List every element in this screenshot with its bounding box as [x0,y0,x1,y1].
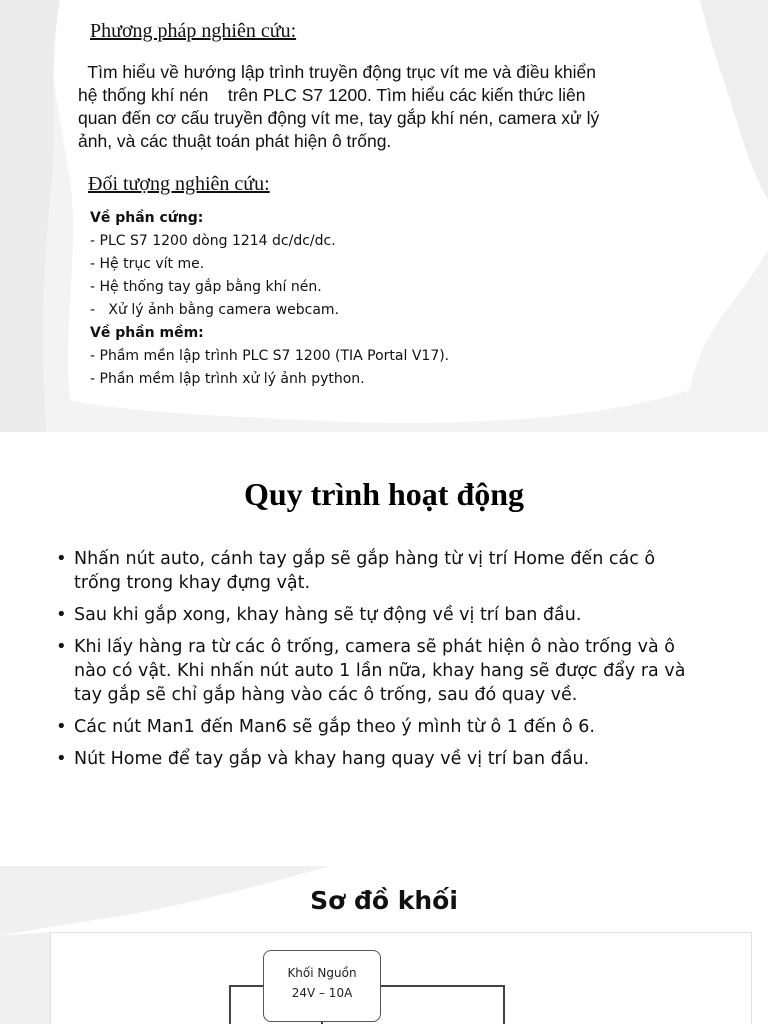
hardware-item: - PLC S7 1200 dòng 1214 dc/dc/dc. [90,233,336,249]
hardware-item: - Xử lý ảnh bằng camera webcam. [90,302,340,318]
process-item [56,635,716,707]
bullet-icon: • [56,748,67,769]
hardware-item: - Hệ trục vít me. [90,256,205,272]
method-paragraph [78,61,678,153]
diagram-area [50,932,752,1024]
method-heading: Phương pháp nghiên cứu: [90,20,297,42]
power-block-spec: 24V – 10A [291,986,353,1000]
slide-research [0,0,768,432]
process-line: Nhấn nút auto, cánh tay gắp sẽ gắp hàng từ vị trí Home đến các ô [74,549,656,569]
method-line: ảnh, và các thuật toán phát hiện ô trống. [78,131,392,151]
method-line: Tìm hiểu về hướng lập trình truyền động trục vít me và điều khiển [78,62,597,82]
software-title: Về phần mềm: [90,325,204,341]
wire [503,985,505,1024]
process-line: Khi lấy hàng ra từ các ô trống, camera sẽ phát hiện ô nào trống và ô [74,637,675,657]
process-item [56,603,716,627]
slide-block-diagram [0,866,768,1024]
process-title: Quy trình hoạt động [243,476,525,512]
method-line: hệ thống khí nén trên PLC S7 1200. Tìm hiểu các kiến thức liên [78,85,586,105]
block-diagram-title: Sơ đồ khối [310,886,458,915]
software-item: - Phần mềm lập trình xử lý ảnh python. [90,371,365,387]
process-list [56,547,716,779]
object-heading: Đối tượng nghiên cứu: [88,173,270,195]
method-line: quan đến cơ cấu truyền động vít me, tay gắp khí nén, camera xử lý [78,108,600,128]
hardware-title: Về phần cứng: [90,210,204,226]
slide-process [0,432,768,866]
bullet-icon: • [56,604,67,625]
wire [229,985,231,1024]
bullet-icon: • [56,716,67,737]
process-item [56,747,716,771]
wire [229,985,263,987]
process-item [56,547,716,595]
bullet-icon: • [56,548,67,569]
process-line: nào có vật. Khi nhấn nút auto 1 lần nữa, khay hang sẽ được đẩy ra và [74,661,686,681]
hardware-item: - Hệ thống tay gắp bằng khí nén. [90,279,322,295]
process-line: Sau khi gắp xong, khay hàng sẽ tự động về vị trí ban đầu. [74,605,582,625]
wire [379,985,504,987]
software-item: - Phầm mền lập trình PLC S7 1200 (TIA Portal V17). [90,348,450,364]
process-line: Nút Home để tay gắp và khay hang quay về vị trí ban đầu. [74,749,590,769]
power-block-label: Khối Nguồn [287,966,357,980]
process-item [56,715,716,739]
object-list [90,207,610,391]
process-line: Các nút Man1 đến Man6 sẽ gắp theo ý mình từ ô 1 đến ô 6. [74,717,595,737]
power-block [263,950,381,1022]
process-line: trống trong khay đựng vật. [74,573,311,593]
process-line: tay gắp sẽ chỉ gắp hàng vào các ô trống, sau đó quay về. [74,685,578,705]
bullet-icon: • [56,636,67,657]
